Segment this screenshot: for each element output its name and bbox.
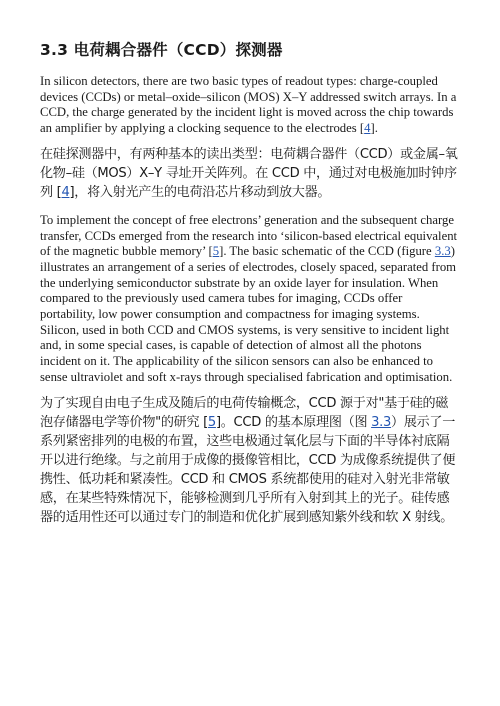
citation-link[interactable]: 4 [364, 121, 371, 136]
text: In silicon detectors, there are two basic types of readout types: charge-coupled devices (CCDs) or metal–oxide–silicon (MOS) X–Y addressed switch arrays. In a CCD, the charge generated by the incident light is moved across the chip towards an amplifier by applying a clocking sequence to the electrodes [ [40, 74, 457, 136]
paragraph-2-english [40, 213, 460, 386]
citation-link[interactable]: 5 [207, 414, 216, 430]
figure-link[interactable]: 3.3 [434, 244, 451, 259]
text: ) illustrates an arrangement of a series of electrodes, closely spaced, separated from the underlying semiconductor substrate by an oxide layer for insulation. When compared to the previously used camera tubes for imaging, CCDs offer portability, low power consumption and compactness for imaging systems. Silicon, used in both CCD and CMOS systems, is very sensitive to incident light and, in some special cases, is capable of detection of almost all the photons incident on it. The applicability of the silicon sensors can also be enhanced to sense ultraviolet and soft x-rays through specialised fabrication and optimisation. [40, 244, 457, 384]
text: ）展示了一系列紧密排列的电极的布置，这些电极通过氧化层与下面的半导体衬底隔开以进行绝缘。与之前用于成像的摄像管相比，CCD 为成像系统提供了便携性、低功耗和紧凑性。CCD 和 CMOS 系统都使用的硅对入射光非常敏感，在某些特殊情况下，能够检测到几乎所有入射到其上的光子。硅传感器的适用性还可以通过专门的制造和优化扩展到感知紫外线和软 X 射线。 [40, 414, 456, 525]
text: 在硅探测器中，有两种基本的读出类型：电荷耦合器件（CCD）或金属–氧化物–硅（MOS）X–Y 寻址开关阵列。在 CCD 中，通过对电极施加时钟序列 [ [40, 146, 458, 200]
paragraph-2-chinese [40, 394, 460, 527]
text: ]，将入射光产生的电荷沿芯片移动到放大器。 [69, 184, 331, 200]
section-heading: 3.3 电荷耦合器件（CCD）探测器 [40, 41, 283, 59]
paragraph-1-english [40, 74, 460, 137]
document-page [40, 38, 460, 538]
figure-link[interactable]: 3.3 [371, 414, 392, 430]
citation-link[interactable]: 5 [212, 244, 220, 259]
text: ]. [370, 121, 378, 136]
paragraph-1-chinese [40, 145, 460, 202]
citation-link[interactable]: 4 [61, 184, 70, 200]
text: ]。CCD 的基本原理图（图 [215, 414, 372, 430]
text: To implement the concept of free electrons’ generation and the subsequent charge transfer, CCDs emerged from the research into ‘silicon-based electrical equivalent of the magnetic bubble memory’ [ [40, 212, 458, 259]
text: ]. The basic schematic of the CCD (figure [219, 244, 435, 259]
text: 为了实现自由电子生成及随后的电荷传输概念，CCD 源于对"基于硅的磁泡存储器电学等价物"的研究 [ [40, 395, 449, 430]
